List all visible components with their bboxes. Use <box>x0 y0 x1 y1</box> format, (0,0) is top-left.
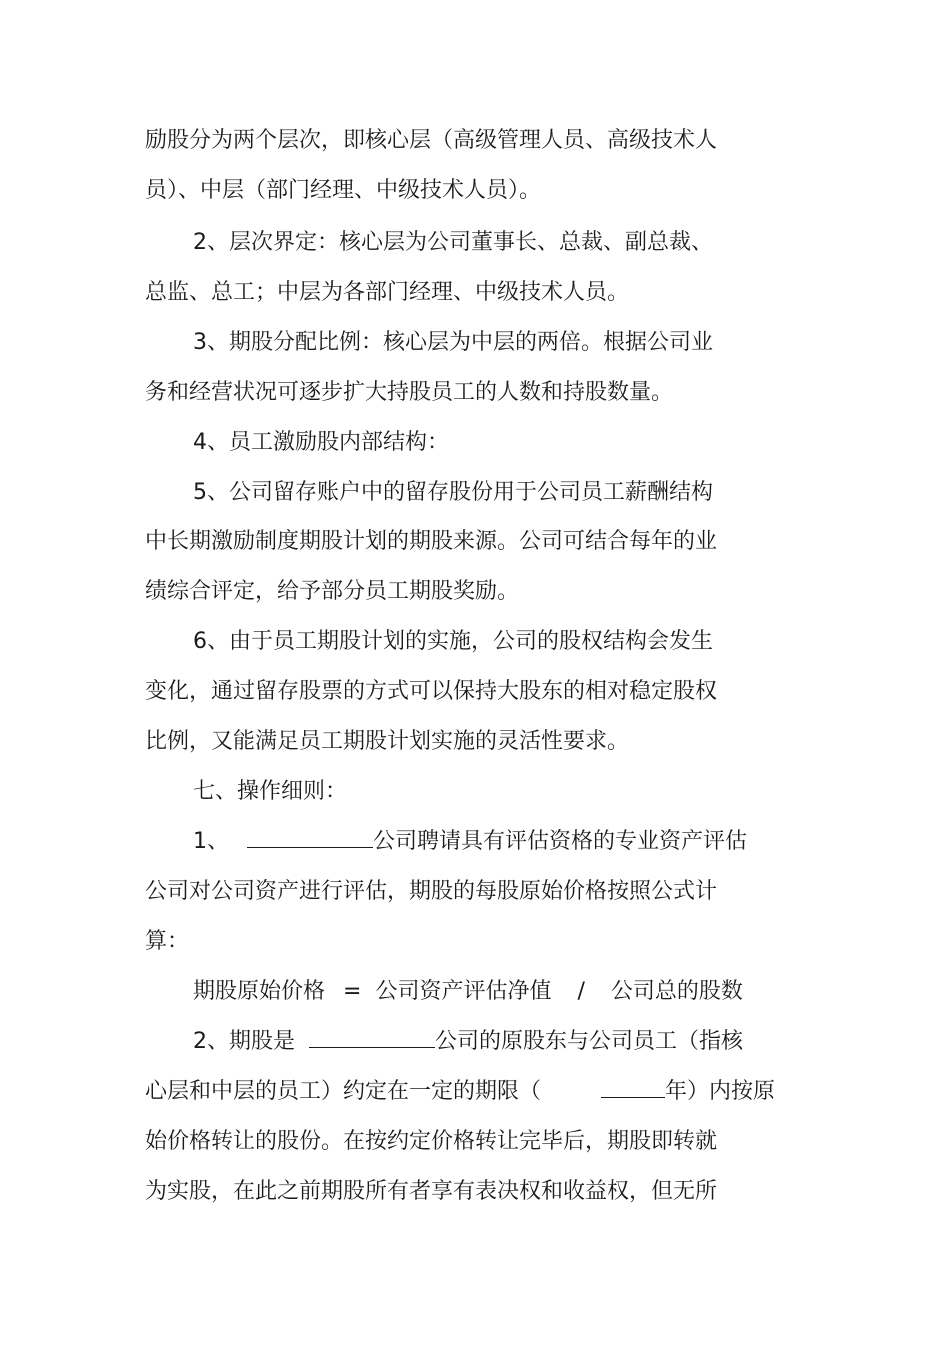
paragraph-line <box>145 927 189 957</box>
blank-company-name <box>247 827 373 848</box>
formula-divide: / <box>577 979 585 1004</box>
paragraph-line <box>193 228 713 258</box>
blank-company-name <box>309 1027 435 1048</box>
paragraph-line <box>145 1127 717 1157</box>
line-text: 变化，通过留存股票的方式可以保持大股东的相对稳定股权 <box>145 679 718 704</box>
formula-term-price: 期股原始价格 <box>193 979 326 1004</box>
paragraph-line <box>145 1177 717 1207</box>
section-heading <box>193 777 347 807</box>
line-text: 始价格转让的股份。在按约定价格转让完毕后，期股即转就 <box>145 1129 718 1154</box>
line-text: 6、由于员工期股计划的实施，公司的股权结构会发生 <box>193 629 713 654</box>
line-text: 比例，又能满足员工期股计划实施的灵活性要求。 <box>145 729 630 754</box>
line-text: 公司对公司资产进行评估，期股的每股原始价格按照公式计 <box>145 879 718 904</box>
line-text: 5、公司留存账户中的留存股份用于公司员工薪酬结构 <box>193 480 713 505</box>
formula-equals: = <box>343 979 362 1004</box>
line-text: 心层和中层的员工）约定在一定的期限（ <box>145 1079 542 1104</box>
formula-term-net-value: 公司资产评估净值 <box>375 979 552 1004</box>
line-text: 2、期股是 <box>193 1029 295 1054</box>
paragraph-line <box>145 877 717 907</box>
paragraph-line <box>193 1027 743 1057</box>
line-text: 1、 <box>193 829 229 854</box>
line-text: 务和经营状况可逐步扩大持股员工的人数和持股数量。 <box>145 380 674 405</box>
paragraph-line <box>193 827 747 857</box>
line-text: 公司聘请具有评估资格的专业资产评估 <box>373 829 748 854</box>
line-text: 为实股，在此之前期股所有者享有表决权和收益权，但无所 <box>145 1179 718 1204</box>
line-text: 2、层次界定：核心层为公司董事长、总裁、副总裁、 <box>193 230 713 255</box>
line-text: 中长期激励制度期股计划的期股来源。公司可结合每年的业 <box>145 529 718 554</box>
line-text: 总监、总工；中层为各部门经理、中级技术人员。 <box>145 280 630 305</box>
paragraph-line <box>193 328 713 358</box>
line-text: 3、期股分配比例：核心层为中层的两倍。根据公司业 <box>193 330 713 355</box>
paragraph-line <box>193 428 449 458</box>
paragraph-line <box>145 677 717 707</box>
paragraph-line <box>145 1077 775 1107</box>
paragraph-line <box>145 278 629 308</box>
paragraph-line <box>145 378 673 408</box>
formula-line <box>193 977 743 1007</box>
paragraph-line <box>193 627 713 657</box>
blank-years <box>601 1077 665 1098</box>
paragraph-line <box>145 527 717 557</box>
line-text: 算： <box>145 929 190 954</box>
line-text: 励股分为两个层次，即核心层（高级管理人员、高级技术人 <box>145 128 718 153</box>
formula-term-shares: 公司总的股数 <box>610 979 743 1004</box>
line-text: 年）内按原 <box>665 1079 776 1104</box>
line-text: 绩综合评定，给予部分员工期股奖励。 <box>145 579 520 604</box>
paragraph-line <box>145 126 717 156</box>
paragraph-line <box>145 577 519 607</box>
paragraph-line <box>193 478 713 508</box>
paragraph-line <box>145 727 629 757</box>
paragraph-line <box>145 176 541 206</box>
line-text: 4、员工激励股内部结构： <box>193 430 449 455</box>
line-text: 公司的原股东与公司员工（指核 <box>435 1029 744 1054</box>
line-text: 七、操作细则： <box>193 779 348 804</box>
line-text: 员）、中层（部门经理、中级技术人员）。 <box>145 178 542 203</box>
